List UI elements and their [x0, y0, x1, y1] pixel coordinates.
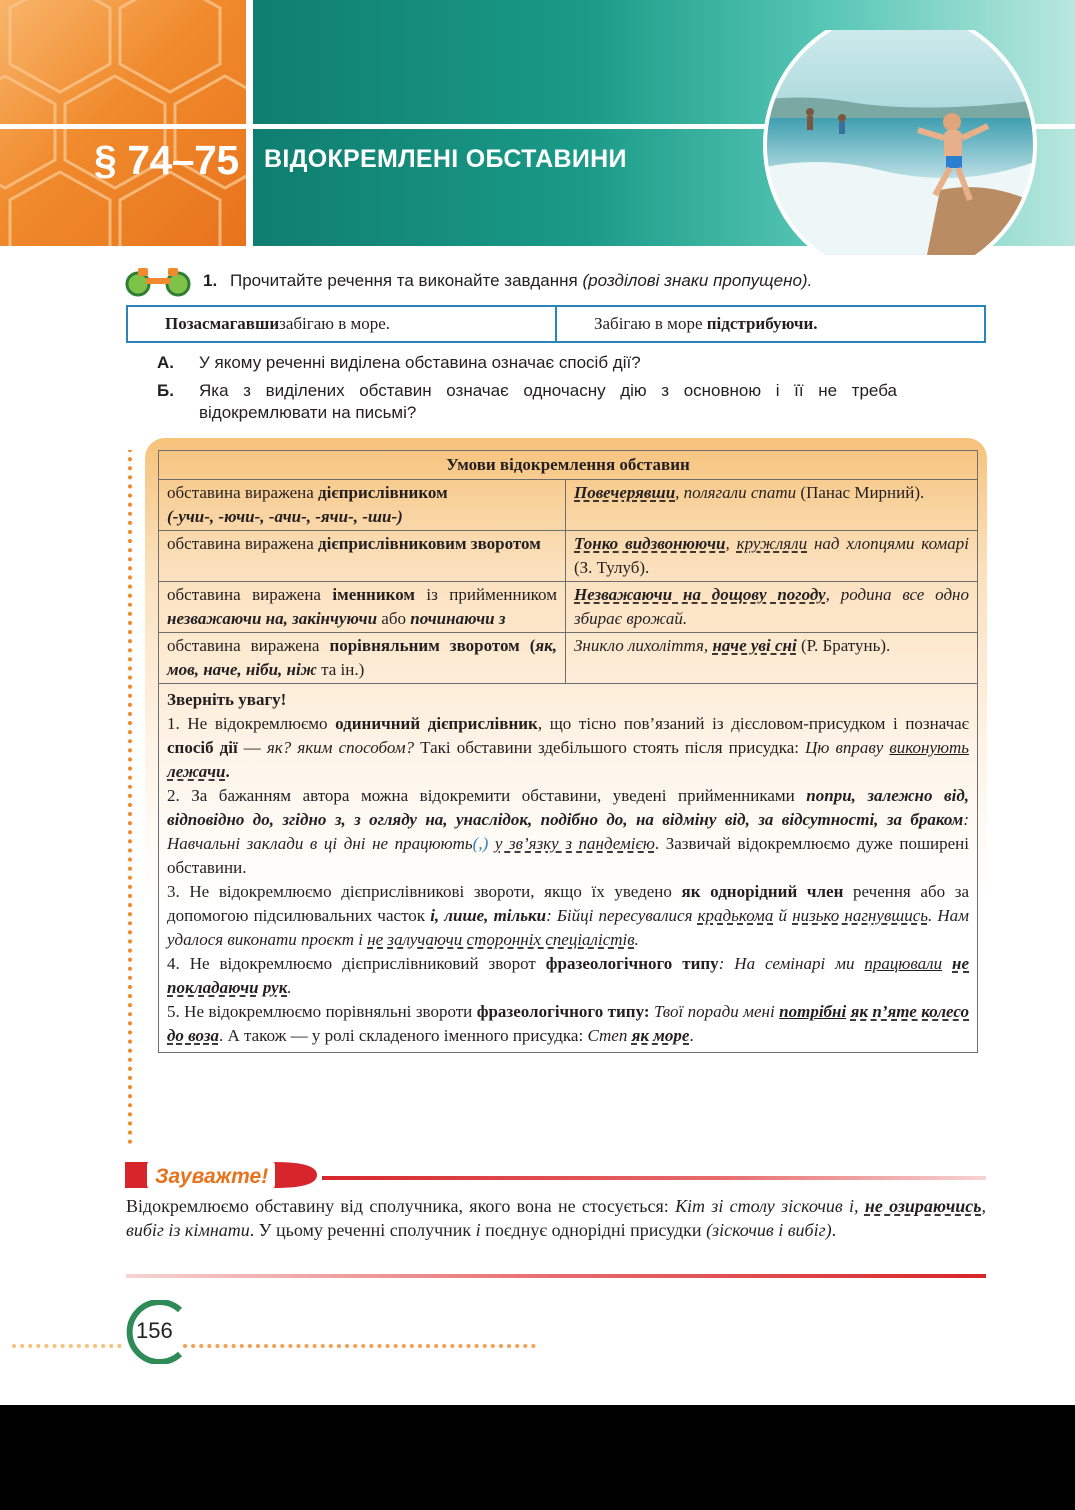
a2b: попри, залежно від, відповідно до, згідно з, з огляду на, унаслідок, подібно до, на відміну від, за відсутності, за браком — [167, 786, 969, 829]
rule-example — [566, 480, 978, 531]
a4b: фразеологічного типу — [545, 954, 719, 973]
bottom-black-band — [0, 1405, 1075, 1510]
cond-text: обставина виражена — [167, 534, 319, 553]
exercise-sentences-table — [126, 305, 986, 343]
table-row — [159, 684, 978, 1053]
cond-conjunctions: як, мов, наче, ніби, ніж — [167, 636, 557, 679]
a3j: не залучаючи сторонніх спеціалістів — [367, 930, 635, 949]
attention-item-5 — [167, 1000, 969, 1048]
a2a: 2. За бажанням автора можна відокремити обставини, уведені прийменниками — [167, 786, 807, 805]
exercise-instruction — [230, 271, 812, 291]
a2f: . Зазвичай відокремлюємо дуже поширені обставини. — [167, 834, 969, 877]
exercise-number: 1. — [203, 271, 218, 290]
a1k: . — [225, 762, 230, 781]
a1d: спосіб дії — [167, 738, 238, 757]
attention-block — [159, 684, 978, 1053]
example-text-2: над хлопцями комарі — [807, 534, 969, 553]
example-author: (З. Тулуб). — [574, 558, 650, 577]
example-underlined: Повечерявши — [574, 483, 676, 502]
cond-text-3: або — [377, 609, 411, 628]
table-row — [159, 531, 978, 582]
example-underlined: Тонко видзвонюючи — [574, 534, 726, 553]
footer-dotted-line — [0, 1340, 560, 1352]
a5f: . А також — у ролі складеного іменного присудка: — [218, 1026, 588, 1045]
a5h: як море — [631, 1026, 690, 1045]
header-hexagon-panel — [0, 0, 246, 246]
note-t2: Кіт зі столу зіскочив і, — [675, 1196, 865, 1216]
note-t9: . — [831, 1220, 837, 1240]
attention-item-4 — [167, 952, 969, 1000]
instruction-text: Прочитайте речення та виконайте завдання — [230, 271, 578, 290]
a3c: речення або за допомогою підсилювальних часток — [167, 882, 970, 925]
note-t3: не озираючись — [864, 1196, 982, 1216]
a1c: , що тісно пов’язаний із дієсловом-присудком і позначає — [537, 714, 969, 733]
a1a: 1. Не відокремлюємо — [167, 714, 336, 733]
sentence-2-end: . — [813, 314, 818, 333]
a2c: : Навчальні заклади в ці дні не працюють — [167, 810, 969, 853]
a3b: як однорідний член — [681, 882, 844, 901]
a5a: 5. Не відокремлюємо порівняльні звороти — [167, 1002, 477, 1021]
rule-condition — [159, 582, 566, 633]
a4f: . — [287, 978, 292, 997]
a3h: низько нагнувшись — [792, 906, 928, 925]
cond-prepositions-2: починаючи з — [410, 609, 506, 628]
a5b: фразеологічного типу: — [476, 1002, 650, 1021]
a1e: — — [237, 738, 267, 757]
sentence-cell-1 — [128, 307, 557, 341]
a3a: 3. Не відокремлюємо дієприслівникові звороти, якщо їх уведено — [167, 882, 682, 901]
rule-example — [566, 582, 978, 633]
attention-item-2 — [167, 784, 969, 880]
note-t4: , вибіг із кімнати — [126, 1196, 986, 1240]
note-badge — [125, 1158, 320, 1192]
example-text: Зникло лихоліття, — [574, 636, 713, 655]
cond-paren: ( — [519, 636, 536, 655]
a5d: потрібні — [779, 1002, 847, 1021]
instruction-note: (розділові знаки пропущено). — [582, 271, 813, 290]
rule-condition — [159, 633, 566, 684]
note-label: Зауважте! — [155, 1165, 269, 1188]
note-text — [126, 1194, 986, 1242]
note-t1: Відокремлюємо обставину від сполучника, якого вона не стосується: — [126, 1196, 676, 1216]
attention-item-1 — [167, 712, 969, 784]
a5i: . — [689, 1026, 694, 1045]
cond-bold: дієприслівником — [318, 483, 448, 502]
table-row — [159, 633, 978, 684]
cond-prepositions: незважаючи на, закінчуючи — [167, 609, 378, 628]
table-row — [159, 582, 978, 633]
binoculars-icon — [124, 264, 194, 298]
sentence-cell-2 — [557, 307, 984, 341]
section-title: ВІДОКРЕМЛЕНІ ОБСТАВИНИ — [264, 145, 627, 173]
beach-photo — [720, 30, 1040, 255]
a5c: Твої поради мені — [649, 1002, 780, 1021]
attention-item-3 — [167, 880, 969, 952]
question-b-letter: Б. — [157, 381, 174, 400]
question-a-text: У якому реченні виділена обставина означає спосіб дії? — [199, 353, 641, 372]
cond-suffixes: (-учи-, -ючи-, -ачи-, -ячи-, -ши-) — [167, 507, 403, 526]
sentence-1-bold: Позасмагавши — [165, 314, 280, 333]
a1j: лежачи — [167, 762, 226, 781]
question-b-text: Яка з виділених обставин означає одночасну дію з основною і її не треба відокремлювати на письмі? — [199, 381, 897, 422]
rules-table-title: Умови відокремлення обставин — [159, 451, 978, 480]
a3i: . Нам удалося виконати проєкт і — [167, 906, 969, 949]
page-number: 156 — [136, 1318, 173, 1343]
example-author: (Панас Мирний). — [796, 483, 925, 502]
cond-text: обставина виражена — [167, 585, 333, 604]
a2d: (,) — [472, 834, 489, 853]
note-t5: . У цьому реченні сполучник — [249, 1220, 476, 1240]
example-underlined: Незважаючи на дощову погоду — [574, 585, 826, 604]
sentence-2-bold: підстрибуючи — [706, 314, 814, 333]
a1i: виконують — [889, 738, 970, 757]
dotted-margin-line — [127, 450, 133, 1150]
a4e: не покладаючи рук — [167, 954, 970, 997]
cond-bold: іменником — [332, 585, 415, 604]
rule-condition — [159, 531, 566, 582]
example-text: , полягали спати — [675, 483, 797, 502]
rule-example — [566, 633, 978, 684]
header-divider-vertical — [246, 0, 253, 246]
a4a: 4. Не відокремлюємо дієприслівниковий зворот — [167, 954, 546, 973]
example-text: , родина все одно збирає врожай. — [574, 585, 969, 628]
cond-bold: дієприслівниковим зворотом — [318, 534, 541, 553]
a5g: Степ — [587, 1026, 632, 1045]
example-underlined-2: кружляли — [736, 534, 808, 553]
a4d: працювали — [864, 954, 943, 973]
a3g: й — [773, 906, 793, 925]
a1h: Цю вправу — [805, 738, 890, 757]
rule-example — [566, 531, 978, 582]
question-a-letter: А. — [157, 353, 174, 372]
cond-text-3: та ін.) — [316, 660, 365, 679]
note-t8: (зіскочив і вибіг) — [706, 1220, 832, 1240]
sentence-1-rest: забігаю в море. — [279, 314, 391, 333]
a5e: як п’яте колесо до воза — [167, 1002, 969, 1045]
a3k: . — [634, 930, 639, 949]
a3e: : Бійці пересувалися — [546, 906, 698, 925]
a3f: крадькома — [697, 906, 774, 925]
cond-bold: порівняльним зворотом — [329, 636, 520, 655]
example-author: (Р. Братунь). — [796, 636, 891, 655]
note-t6: і — [475, 1220, 481, 1240]
table-row — [159, 480, 978, 531]
cond-text: обставина виражена — [167, 636, 330, 655]
note-divider-line — [322, 1176, 986, 1180]
cond-text: обставина виражена — [167, 483, 319, 502]
example-text: , — [725, 534, 737, 553]
attention-title: Зверніть увагу! — [167, 690, 287, 709]
section-number: § 74–75 — [94, 137, 239, 183]
note-t7: поєднує однорідні присудки — [480, 1220, 707, 1240]
rules-table — [158, 450, 978, 1053]
a2e: у зв’язку з пандемією — [494, 834, 655, 853]
example-underlined: наче уві сні — [712, 636, 797, 655]
a1g: Такі обставини здебільшого стоять після присудка: — [414, 738, 806, 757]
rule-condition — [159, 480, 566, 531]
a1f: як? яким способом? — [266, 738, 415, 757]
note-bottom-line — [126, 1274, 986, 1278]
cond-text-2: із прийменником — [414, 585, 557, 604]
sentence-2-plain: Забігаю в море — [594, 314, 707, 333]
a1b: одиничний дієприслівник — [335, 714, 538, 733]
a4c: : На семінарі ми — [718, 954, 865, 973]
a3d: і, лише, тільки — [430, 906, 547, 925]
